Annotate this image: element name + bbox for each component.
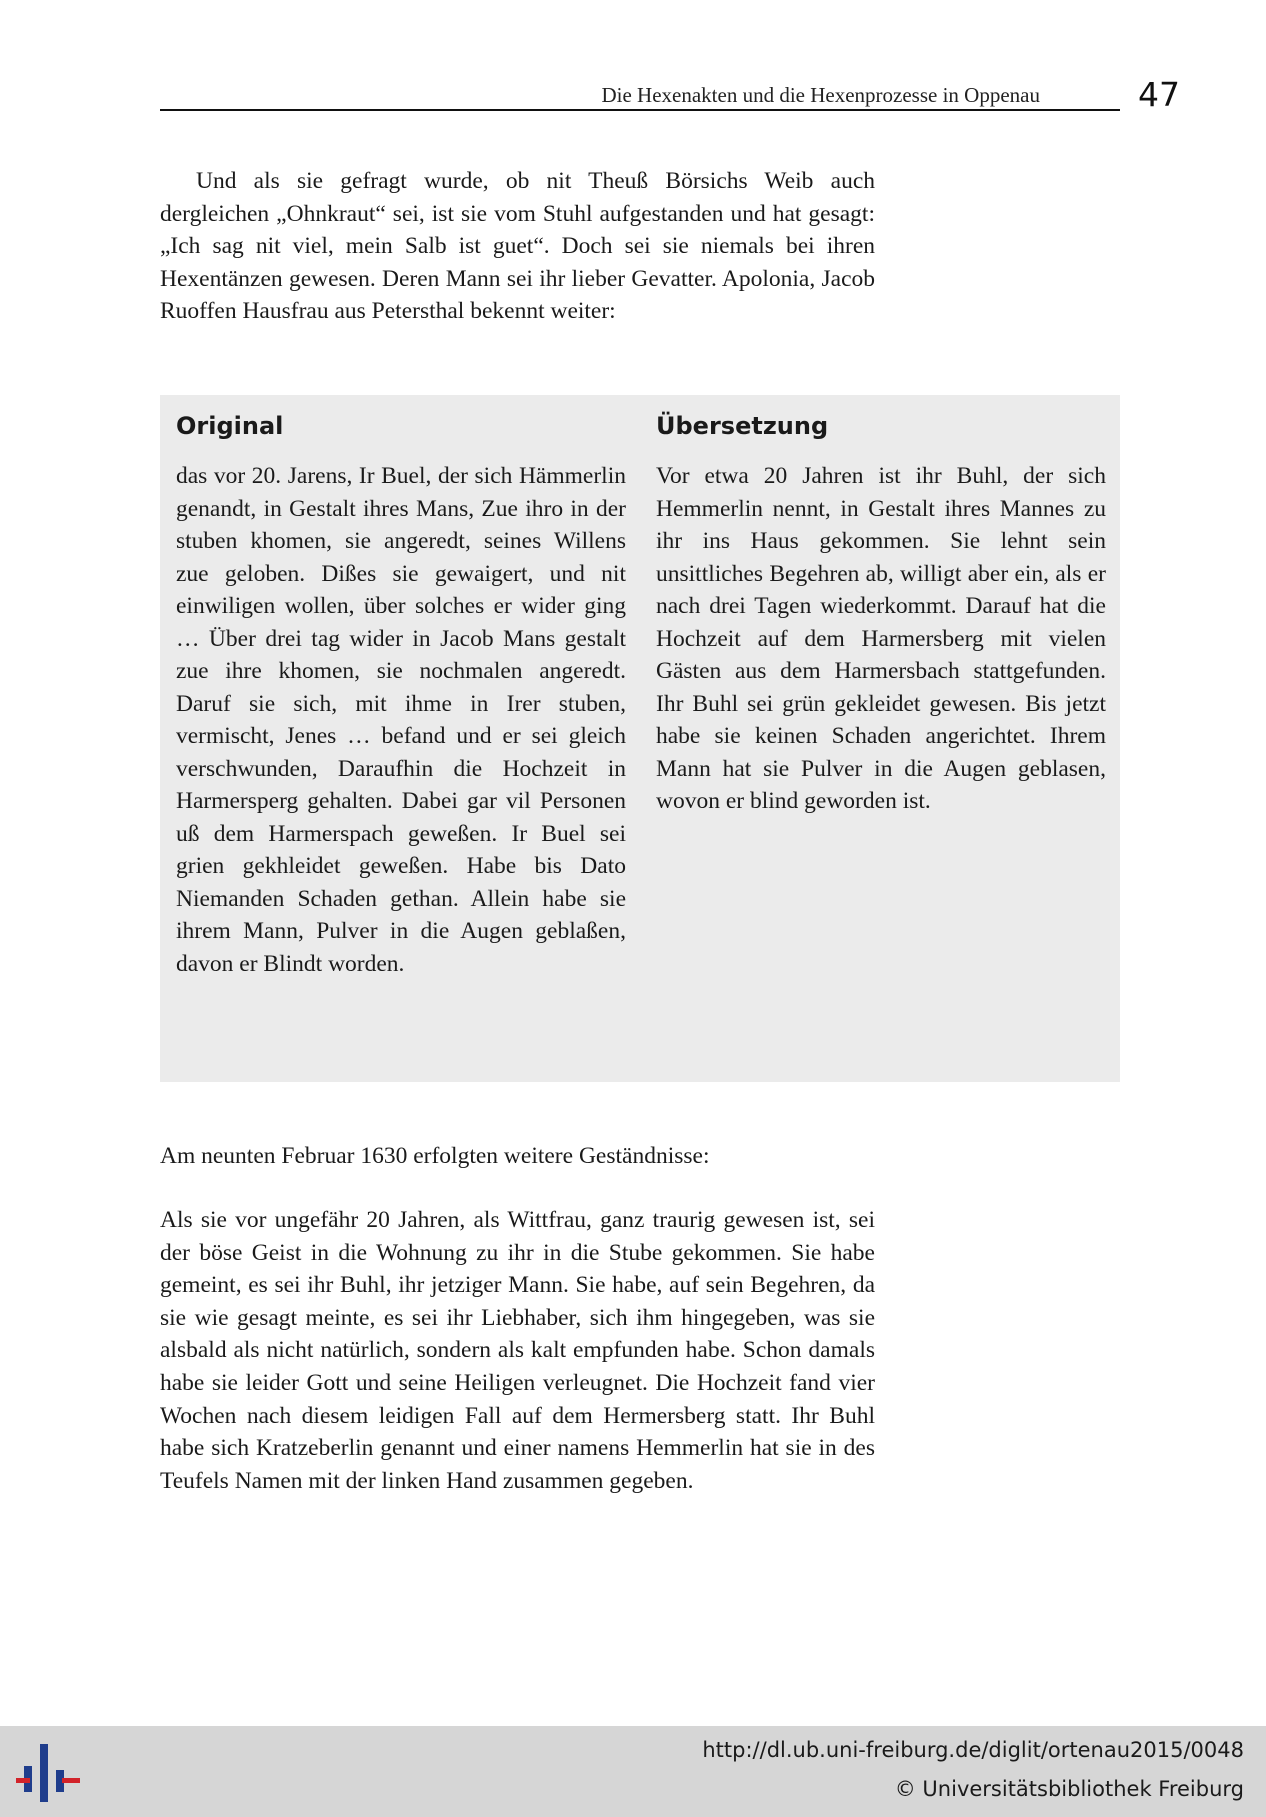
translation-text: Vor etwa 20 Jahren ist ihr Buhl, der sich Hemmerlin nennt, in Gestalt ihres Mannes zu ihr ins Haus gekommen. Sie lehnt sein unsittliches Begehren ab, willigt aber ein, als er nach drei Tagen wiederkommt. Darauf hat die Hochzeit auf dem Harmersberg mit vielen Gästen aus dem Harmersbach stattgefunden. Ihr Buhl sei grün gekleidet gewesen. Bis jetzt habe sie keinen Schaden angerichtet. Ihrem Mann hat sie Pulver in die Augen geblasen, wovon er blind geworden ist.: [656, 463, 1106, 814]
february-paragraph: Am neunten Februar 1630 erfolgten weitere Geständnisse:: [160, 1143, 710, 1169]
page-header: [160, 75, 1180, 114]
footer-url[interactable]: http://dl.ub.uni-freiburg.de/diglit/ortenau2015/0048: [702, 1738, 1244, 1762]
confession-paragraph: Als sie vor ungefähr 20 Jahren, als Wittfrau, ganz traurig gewesen ist, sei der böse Geist in die Wohnung zu ihr in die Stube gekommen. Sie habe gemeint, es sei ihr Buhl, ihr jetziger Mann. Sie habe, auf sein Begehren, da sie wie gesagt meinte, es sei ihr Liebhaber, sich ihm hingegeben, was sie alsbald als nicht natürlich, sondern als kalt empfunden habe. Schon damals habe sie leider Gott und seine Heiligen verleugnet. Die Hochzeit fand vier Wochen nach diesem leidigen Fall auf dem Hermersberg statt. Ihr Buhl habe sich Kratzeberlin genannt und einer namens Hemmerlin hat sie in des Teufels Namen mit der linken Hand zusammen gegeben.: [160, 1207, 875, 1494]
ub-freiburg-logo-icon: [16, 1742, 80, 1804]
header-rule: [160, 109, 1120, 111]
translation-heading: Übersetzung: [656, 412, 829, 440]
logo-blue-bar-center: [40, 1744, 48, 1802]
running-title: Die Hexenakten und die Hexenprozesse in Oppenau: [601, 83, 1040, 107]
footer-copyright: © Universitätsbibliothek Freiburg: [894, 1777, 1244, 1801]
page-number: 47: [1138, 75, 1180, 114]
logo-red-bar-right: [62, 1778, 80, 1783]
logo-red-bar-left: [16, 1778, 30, 1783]
original-heading: Original: [176, 412, 284, 440]
intro-paragraph: Und als sie gefragt wurde, ob nit Theuß Börsichs Weib auch dergleichen „Ohnkraut“ sei, ist sie vom Stuhl aufgestanden und hat gesagt: „Ich sag nit viel, mein Salb ist guet“. Doch sei sie niemals bei ihren Hexentänzen gewesen. Deren Mann sei ihr lieber Gevatter. Apolonia, Jacob Ruoffen Hausfrau aus Petersthal bekennt weiter:: [160, 168, 875, 325]
original-text: das vor 20. Jarens, Ir Buel, der sich Hämmerlin genandt, in Gestalt ihres Mans, Zue ihro in der stuben khomen, sie angeredt, seines Willens zue geloben. Dißes sie gewaigert, und nit einwiligen wollen, über solches er wider ging … Über drei tag wider in Jacob Mans gestalt zue ihre khomen, sie nochmalen angeredt. Daruf sie sich, mit ihme in Irer stuben, vermischt, Jenes … befand und er sei gleich verschwunden, Daraufhin die Hochzeit in Harmersperg gehalten. Dabei gar vil Personen uß dem Harmerspach geweßen. Ir Buel sei grien gekhleidet geweßen. Habe bis Dato Niemanden Schaden gethan. Allein habe sie ihrem Mann, Pulver in die Augen geblaßen, davon er Blindt worden.: [176, 463, 626, 977]
